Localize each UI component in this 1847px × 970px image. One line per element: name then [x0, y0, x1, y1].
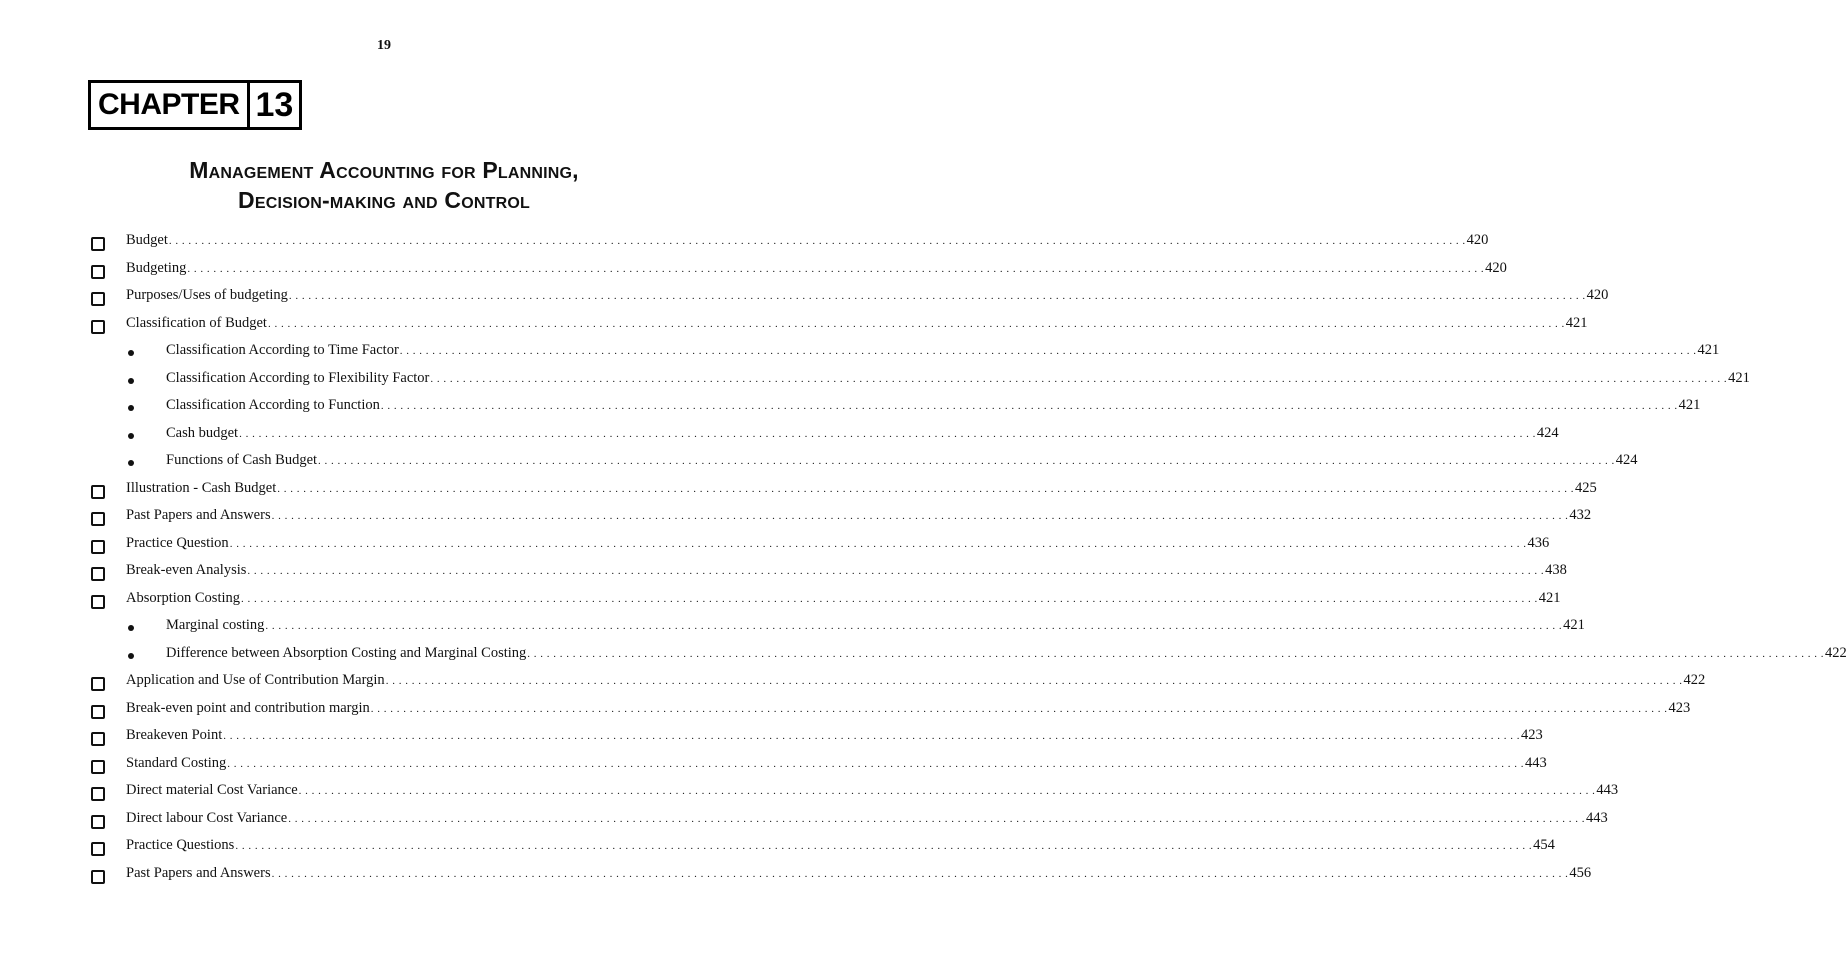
dot-leader: . . . . . . . . . . . . . . . . . . . . . . . . . . . . . . . . . . . . . . . . . . . . . . . . . . . . . . . . . . . . . . . . . . . . . . . . . . . . . . . . . . . . . . . . . . . . . . . . . . . . . . . . . . . . . . . . . . . . . . . . . . . . . . . . . . . . . . . . . . . . . . . . . . . . . . . . . . . . . . . . . . . . . . . . . . . . . . . . . . . . . . . . . . . . . . . . . . . . . . . . — [267, 317, 1565, 330]
checkbox-icon — [91, 732, 105, 746]
toc-item[interactable] — [0, 806, 1608, 834]
toc-item-page: 454 — [1533, 837, 1555, 853]
toc-item-title: Practice Question — [126, 534, 229, 551]
toc-item-page: 432 — [1569, 507, 1592, 523]
chapter-number: 13 — [247, 83, 300, 127]
table-of-contents — [0, 228, 1847, 888]
bullet-icon — [128, 653, 134, 659]
checkbox-icon — [91, 540, 105, 554]
toc-entry — [126, 782, 1619, 799]
toc-item-title: Illustration - Cash Budget — [126, 479, 277, 496]
dot-leader: . . . . . . . . . . . . . . . . . . . . . . . . . . . . . . . . . . . . . . . . . . . . . . . . . . . . . . . . . . . . . . . . . . . . . . . . . . . . . . . . . . . . . . . . . . . . . . . . . . . . . . . . . . . . . . . . . . . . . . . . . . . . . . . . . . . . . . . . . . . . . . . . . . . . . . . . . . . . . . . . . . . . . . . . . . . . . . . . . . . . . . . . . . . . . . . . . . . . . . . . — [187, 262, 1485, 275]
checkbox-icon — [91, 760, 105, 774]
checkbox-icon — [91, 815, 105, 829]
chapter-label: CHAPTER — [98, 88, 240, 121]
toc-item-page: 423 — [1668, 699, 1691, 716]
toc-item-title: Application and Use of Contribution Margin — [126, 672, 385, 688]
toc-item-page: 420 — [1485, 259, 1507, 276]
dot-leader: . . . . . . . . . . . . . . . . . . . . . . . . . . . . . . . . . . . . . . . . . . . . . . . . . . . . . . . . . . . . . . . . . . . . . . . . . . . . . . . . . . . . . . . . . . . . . . . . . . . . . . . . . . . . . . . . . . . . . . . . . . . . . . . . . . . . . . . . . . . . . . . . . . . . . . . . . . . . . . . . . . . . . . . . . . . . . . . . . . . . . . . . . . . . . . . . . . . . . . . . — [288, 290, 1586, 302]
chapter-title-line-2: Decision-making and Control — [238, 187, 530, 213]
toc-entry — [126, 314, 1588, 332]
toc-entry — [126, 534, 1550, 552]
dot-leader: . . . . . . . . . . . . . . . . . . . . . . . . . . . . . . . . . . . . . . . . . . . . . . . . . . . . . . . . . . . . . . . . . . . . . . . . . . . . . . . . . . . . . . . . . . . . . . . . . . . . . . . . . . . . . . . . . . . . . . . . . . . . . . . . . . . . . . . . . . . . . . . . . . . . . . . . . . . . . . . . . . . . . . . . . . . . . . . . . . . . . . . . . . . . . . . . . . . . . . . . — [527, 647, 1825, 660]
toc-item-page: 438 — [1545, 562, 1567, 578]
dot-leader: . . . . . . . . . . . . . . . . . . . . . . . . . . . . . . . . . . . . . . . . . . . . . . . . . . . . . . . . . . . . . . . . . . . . . . . . . . . . . . . . . . . . . . . . . . . . . . . . . . . . . . . . . . . . . . . . . . . . . . . . . . . . . . . . . . . . . . . . . . . . . . . . . . . . . . . . . . . . . . . . . . . . . . . . . . . . . . . . . . . . . . . . . . . . . . . . . . . . . . . . — [399, 345, 1697, 357]
dot-leader: . . . . . . . . . . . . . . . . . . . . . . . . . . . . . . . . . . . . . . . . . . . . . . . . . . . . . . . . . . . . . . . . . . . . . . . . . . . . . . . . . . . . . . . . . . . . . . . . . . . . . . . . . . . . . . . . . . . . . . . . . . . . . . . . . . . . . . . . . . . . . . . . . . . . . . . . . . . . . . . . . . . . . . . . . . . . . . . . . . . . . . . . . . . . . . . . . . . . . . . . — [298, 785, 1596, 797]
toc-item-page: 421 — [1538, 589, 1561, 606]
toc-item-title: Past Papers and Answers — [126, 507, 271, 523]
toc-item[interactable] — [0, 421, 1559, 449]
toc-entry — [166, 424, 1559, 442]
bullet-icon — [128, 625, 134, 631]
toc-item[interactable] — [0, 531, 1550, 559]
toc-item[interactable] — [0, 503, 1592, 531]
dot-leader: . . . . . . . . . . . . . . . . . . . . . . . . . . . . . . . . . . . . . . . . . . . . . . . . . . . . . . . . . . . . . . . . . . . . . . . . . . . . . . . . . . . . . . . . . . . . . . . . . . . . . . . . . . . . . . . . . . . . . . . . . . . . . . . . . . . . . . . . . . . . . . . . . . . . . . . . . . . . . . . . . . . . . . . . . . . . . . . . . . . . . . . . . . . . . . . . . . . . . . . . — [380, 400, 1678, 412]
dot-leader: . . . . . . . . . . . . . . . . . . . . . . . . . . . . . . . . . . . . . . . . . . . . . . . . . . . . . . . . . . . . . . . . . . . . . . . . . . . . . . . . . . . . . . . . . . . . . . . . . . . . . . . . . . . . . . . . . . . . . . . . . . . . . . . . . . . . . . . . . . . . . . . . . . . . . . . . . . . . . . . . . . . . . . . . . . . . . . . . . . . . . . . . . . . . . . . . . . . . . . . . — [241, 592, 1538, 605]
toc-entry — [126, 809, 1608, 827]
dot-leader: . . . . . . . . . . . . . . . . . . . . . . . . . . . . . . . . . . . . . . . . . . . . . . . . . . . . . . . . . . . . . . . . . . . . . . . . . . . . . . . . . . . . . . . . . . . . . . . . . . . . . . . . . . . . . . . . . . . . . . . . . . . . . . . . . . . . . . . . . . . . . . . . . . . . . . . . . . . . . . . . . . . . . . . . . . . . . . . . . . . . . . . . . . . . . . . . . . . . . . . . — [223, 730, 1520, 742]
toc-item[interactable] — [0, 256, 1507, 284]
checkbox-icon — [91, 705, 105, 719]
toc-item[interactable] — [0, 283, 1609, 311]
dot-leader: . . . . . . . . . . . . . . . . . . . . . . . . . . . . . . . . . . . . . . . . . . . . . . . . . . . . . . . . . . . . . . . . . . . . . . . . . . . . . . . . . . . . . . . . . . . . . . . . . . . . . . . . . . . . . . . . . . . . . . . . . . . . . . . . . . . . . . . . . . . . . . . . . . . . . . . . . . . . . . . . . . . . . . . . . . . . . . . . . . . . . . . . . . . . . . . . . . . . . . . . — [168, 235, 1466, 247]
toc-item[interactable] — [0, 668, 1706, 696]
toc-item-title: Standard Costing — [126, 754, 227, 771]
toc-entry — [126, 837, 1555, 854]
checkbox-icon — [91, 265, 105, 279]
chapter-title-line-1: Management Accounting for Planning, — [189, 157, 579, 183]
dot-leader: . . . . . . . . . . . . . . . . . . . . . . . . . . . . . . . . . . . . . . . . . . . . . . . . . . . . . . . . . . . . . . . . . . . . . . . . . . . . . . . . . . . . . . . . . . . . . . . . . . . . . . . . . . . . . . . . . . . . . . . . . . . . . . . . . . . . . . . . . . . . . . . . . . . . . . . . . . . . . . . . . . . . . . . . . . . . . . . . . . . . . . . . . . . . . . . . . . . . . . . . — [430, 372, 1728, 385]
toc-item-title: Marginal costing — [166, 617, 265, 633]
dot-leader: . . . . . . . . . . . . . . . . . . . . . . . . . . . . . . . . . . . . . . . . . . . . . . . . . . . . . . . . . . . . . . . . . . . . . . . . . . . . . . . . . . . . . . . . . . . . . . . . . . . . . . . . . . . . . . . . . . . . . . . . . . . . . . . . . . . . . . . . . . . . . . . . . . . . . . . . . . . . . . . . . . . . . . . . . . . . . . . . . . . . . . . . . . . . . . . . . . . . . . . . — [239, 427, 1536, 440]
toc-item-title: Breakeven Point — [126, 727, 223, 743]
checkbox-icon — [91, 512, 105, 526]
toc-item-page: 425 — [1574, 479, 1597, 496]
toc-item[interactable] — [0, 393, 1701, 421]
page-number: 19 — [377, 38, 391, 53]
toc-item[interactable] — [0, 641, 1847, 669]
toc-item[interactable] — [0, 586, 1561, 614]
toc-item-title: Budget — [126, 232, 168, 248]
toc-item-title: Classification According to Flexibility Factor — [166, 369, 430, 386]
bullet-icon — [128, 350, 134, 356]
dot-leader: . . . . . . . . . . . . . . . . . . . . . . . . . . . . . . . . . . . . . . . . . . . . . . . . . . . . . . . . . . . . . . . . . . . . . . . . . . . . . . . . . . . . . . . . . . . . . . . . . . . . . . . . . . . . . . . . . . . . . . . . . . . . . . . . . . . . . . . . . . . . . . . . . . . . . . . . . . . . . . . . . . . . . . . . . . . . . . . . . . . . . . . . . . . . . . . . . . . . . . . . — [277, 482, 1574, 495]
toc-item-page: 423 — [1521, 727, 1543, 743]
bullet-icon — [128, 378, 134, 384]
checkbox-icon — [91, 485, 105, 499]
checkbox-icon — [91, 595, 105, 609]
toc-item-title: Past Papers and Answers — [126, 864, 271, 881]
toc-entry — [126, 287, 1609, 304]
toc-item-title: Direct material Cost Variance — [126, 782, 298, 798]
toc-item-title: Direct labour Cost Variance — [126, 809, 288, 826]
dot-leader: . . . . . . . . . . . . . . . . . . . . . . . . . . . . . . . . . . . . . . . . . . . . . . . . . . . . . . . . . . . . . . . . . . . . . . . . . . . . . . . . . . . . . . . . . . . . . . . . . . . . . . . . . . . . . . . . . . . . . . . . . . . . . . . . . . . . . . . . . . . . . . . . . . . . . . . . . . . . . . . . . . . . . . . . . . . . . . . . . . . . . . . . . . . . . . . . . . . . . . . . — [265, 620, 1563, 632]
checkbox-icon — [91, 567, 105, 581]
dot-leader: . . . . . . . . . . . . . . . . . . . . . . . . . . . . . . . . . . . . . . . . . . . . . . . . . . . . . . . . . . . . . . . . . . . . . . . . . . . . . . . . . . . . . . . . . . . . . . . . . . . . . . . . . . . . . . . . . . . . . . . . . . . . . . . . . . . . . . . . . . . . . . . . . . . . . . . . . . . . . . . . . . . . . . . . . . . . . . . . . . . . . . . . . . . . . . . . . . . . . . . . — [235, 840, 1533, 852]
toc-entry — [126, 479, 1597, 497]
toc-item[interactable] — [0, 476, 1597, 504]
toc-item[interactable] — [0, 861, 1592, 889]
toc-item[interactable] — [0, 228, 1489, 256]
toc-entry — [126, 727, 1543, 744]
toc-entry — [126, 589, 1561, 607]
toc-item-title: Practice Questions — [126, 837, 235, 853]
toc-item-page: 421 — [1697, 342, 1720, 358]
toc-item[interactable] — [0, 751, 1547, 779]
toc-item[interactable] — [0, 613, 1585, 641]
checkbox-icon — [91, 870, 105, 884]
toc-item[interactable] — [0, 778, 1619, 806]
checkbox-icon — [91, 787, 105, 801]
toc-item-page: 456 — [1569, 864, 1592, 881]
toc-item-page: 421 — [1728, 369, 1750, 386]
toc-entry — [126, 562, 1567, 579]
dot-leader: . . . . . . . . . . . . . . . . . . . . . . . . . . . . . . . . . . . . . . . . . . . . . . . . . . . . . . . . . . . . . . . . . . . . . . . . . . . . . . . . . . . . . . . . . . . . . . . . . . . . . . . . . . . . . . . . . . . . . . . . . . . . . . . . . . . . . . . . . . . . . . . . . . . . . . . . . . . . . . . . . . . . . . . . . . . . . . . . . . . . . . . . . . . . . . . . . . . . . . . . — [271, 867, 1569, 880]
toc-entry — [126, 507, 1592, 524]
dot-leader: . . . . . . . . . . . . . . . . . . . . . . . . . . . . . . . . . . . . . . . . . . . . . . . . . . . . . . . . . . . . . . . . . . . . . . . . . . . . . . . . . . . . . . . . . . . . . . . . . . . . . . . . . . . . . . . . . . . . . . . . . . . . . . . . . . . . . . . . . . . . . . . . . . . . . . . . . . . . . . . . . . . . . . . . . . . . . . . . . . . . . . . . . . . . . . . . . . . . . . . . — [227, 757, 1525, 770]
dot-leader: . . . . . . . . . . . . . . . . . . . . . . . . . . . . . . . . . . . . . . . . . . . . . . . . . . . . . . . . . . . . . . . . . . . . . . . . . . . . . . . . . . . . . . . . . . . . . . . . . . . . . . . . . . . . . . . . . . . . . . . . . . . . . . . . . . . . . . . . . . . . . . . . . . . . . . . . . . . . . . . . . . . . . . . . . . . . . . . . . . . . . . . . . . . . . . . . . . . . . . . . — [318, 455, 1615, 467]
toc-item[interactable] — [0, 558, 1567, 586]
toc-item-page: 421 — [1678, 397, 1701, 413]
toc-item[interactable] — [0, 723, 1543, 751]
dot-leader: . . . . . . . . . . . . . . . . . . . . . . . . . . . . . . . . . . . . . . . . . . . . . . . . . . . . . . . . . . . . . . . . . . . . . . . . . . . . . . . . . . . . . . . . . . . . . . . . . . . . . . . . . . . . . . . . . . . . . . . . . . . . . . . . . . . . . . . . . . . . . . . . . . . . . . . . . . . . . . . . . . . . . . . . . . . . . . . . . . . . . . . . . . . . . . . . . . . . . . . . — [247, 565, 1545, 577]
dot-leader: . . . . . . . . . . . . . . . . . . . . . . . . . . . . . . . . . . . . . . . . . . . . . . . . . . . . . . . . . . . . . . . . . . . . . . . . . . . . . . . . . . . . . . . . . . . . . . . . . . . . . . . . . . . . . . . . . . . . . . . . . . . . . . . . . . . . . . . . . . . . . . . . . . . . . . . . . . . . . . . . . . . . . . . . . . . . . . . . . . . . . . . . . . . . . . . . . . . . . . . . — [271, 510, 1569, 522]
toc-item[interactable] — [0, 311, 1588, 339]
toc-item-title: Difference between Absorption Costing and Marginal Costing — [166, 644, 527, 661]
toc-item[interactable] — [0, 696, 1691, 724]
checkbox-icon — [91, 292, 105, 306]
checkbox-icon — [91, 677, 105, 691]
toc-item-title: Functions of Cash Budget — [166, 452, 318, 468]
toc-item[interactable] — [0, 338, 1720, 366]
toc-item-title: Classification According to Time Factor — [166, 342, 399, 358]
toc-item-page: 422 — [1683, 672, 1706, 688]
toc-item-title: Classification According to Function — [166, 397, 380, 413]
toc-entry — [126, 864, 1592, 882]
toc-item-page: 421 — [1563, 617, 1585, 633]
toc-entry — [166, 452, 1638, 469]
toc-item-page: 420 — [1586, 287, 1609, 303]
toc-entry — [126, 754, 1547, 772]
toc-item-title: Break-even point and contribution margin — [126, 699, 370, 716]
dot-leader: . . . . . . . . . . . . . . . . . . . . . . . . . . . . . . . . . . . . . . . . . . . . . . . . . . . . . . . . . . . . . . . . . . . . . . . . . . . . . . . . . . . . . . . . . . . . . . . . . . . . . . . . . . . . . . . . . . . . . . . . . . . . . . . . . . . . . . . . . . . . . . . . . . . . . . . . . . . . . . . . . . . . . . . . . . . . . . . . . . . . . . . . . . . . . . . . . . . . . . . . — [385, 675, 1683, 687]
dot-leader: . . . . . . . . . . . . . . . . . . . . . . . . . . . . . . . . . . . . . . . . . . . . . . . . . . . . . . . . . . . . . . . . . . . . . . . . . . . . . . . . . . . . . . . . . . . . . . . . . . . . . . . . . . . . . . . . . . . . . . . . . . . . . . . . . . . . . . . . . . . . . . . . . . . . . . . . . . . . . . . . . . . . . . . . . . . . . . . . . . . . . . . . . . . . . . . . . . . . . . . . — [288, 812, 1585, 825]
toc-entry — [166, 342, 1720, 359]
toc-entry — [166, 617, 1585, 634]
dot-leader: . . . . . . . . . . . . . . . . . . . . . . . . . . . . . . . . . . . . . . . . . . . . . . . . . . . . . . . . . . . . . . . . . . . . . . . . . . . . . . . . . . . . . . . . . . . . . . . . . . . . . . . . . . . . . . . . . . . . . . . . . . . . . . . . . . . . . . . . . . . . . . . . . . . . . . . . . . . . . . . . . . . . . . . . . . . . . . . . . . . . . . . . . . . . . . . . . . . . . . . . — [370, 702, 1668, 715]
toc-entry — [166, 397, 1701, 414]
bullet-icon — [128, 433, 134, 439]
toc-entry — [126, 672, 1706, 689]
toc-item-title: Cash budget — [166, 424, 239, 441]
checkbox-icon — [91, 237, 105, 251]
toc-item[interactable] — [0, 833, 1555, 861]
chapter-badge — [88, 80, 302, 130]
toc-item-page: 436 — [1527, 534, 1550, 551]
toc-entry — [166, 644, 1847, 662]
toc-entry — [126, 259, 1507, 277]
toc-item-page: 443 — [1585, 809, 1608, 826]
toc-item-title: Purposes/Uses of budgeting — [126, 287, 288, 303]
toc-item-page: 443 — [1596, 782, 1619, 798]
toc-item-title: Break-even Analysis — [126, 562, 247, 578]
toc-entry — [166, 369, 1750, 387]
bullet-icon — [128, 460, 134, 466]
toc-item-page: 424 — [1536, 424, 1559, 441]
toc-item[interactable] — [0, 366, 1750, 394]
toc-item[interactable] — [0, 448, 1638, 476]
toc-item-title: Classification of Budget — [126, 314, 267, 331]
toc-entry — [126, 232, 1489, 249]
toc-item-page: 443 — [1525, 754, 1547, 771]
toc-item-page: 420 — [1466, 232, 1489, 248]
bullet-icon — [128, 405, 134, 411]
toc-item-page: 422 — [1825, 644, 1847, 661]
toc-item-title: Absorption Costing — [126, 589, 240, 606]
dot-leader: . . . . . . . . . . . . . . . . . . . . . . . . . . . . . . . . . . . . . . . . . . . . . . . . . . . . . . . . . . . . . . . . . . . . . . . . . . . . . . . . . . . . . . . . . . . . . . . . . . . . . . . . . . . . . . . . . . . . . . . . . . . . . . . . . . . . . . . . . . . . . . . . . . . . . . . . . . . . . . . . . . . . . . . . . . . . . . . . . . . . . . . . . . . . . . . . . . . . . . . . — [229, 537, 1527, 550]
checkbox-icon — [91, 842, 105, 856]
toc-item-page: 424 — [1615, 452, 1638, 468]
toc-entry — [126, 699, 1691, 717]
toc-item-page: 421 — [1565, 314, 1588, 331]
toc-item-title: Budgeting — [126, 259, 187, 276]
checkbox-icon — [91, 320, 105, 334]
